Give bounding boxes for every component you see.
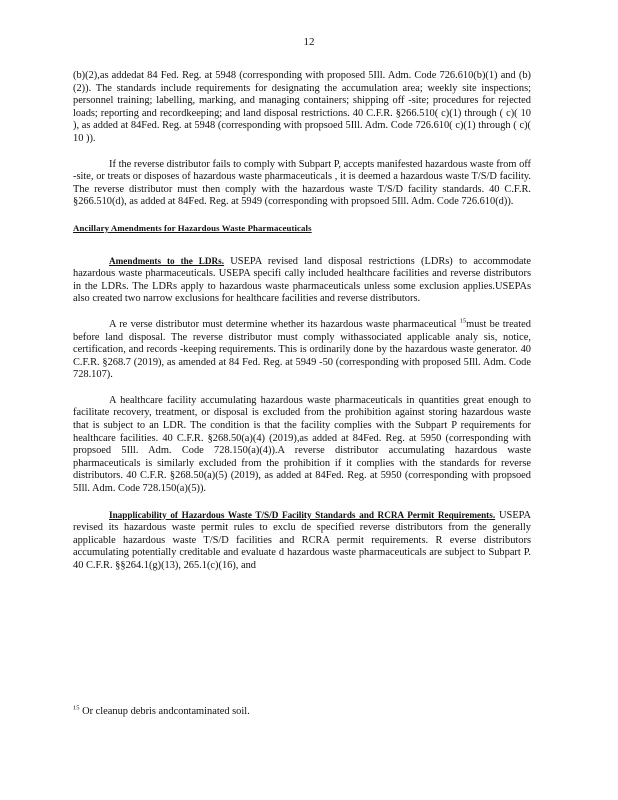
section-heading: Ancillary Amendments for Hazardous Waste Pharmaceuticals [73,222,312,233]
footnote-reference[interactable]: 15 [459,317,467,325]
paragraph-ldr-amendments [73,255,531,306]
paragraph-reverse-distributor [73,319,531,382]
footnote-text: Or cleanup debris andcontaminated soil. [79,706,250,717]
footnote-number: 15 [73,704,80,712]
page-body [73,70,531,586]
paragraph-text: USEPA revised land disposal restrictions (LDRs) to accommodate hazardous waste pharmaceuticals. USEPA specifi cally included healthcare facilities and reverse distributors in the LDRs. The LDRs apply to hazardous waste pharmaceuticals unless some exclusion applies.USEPAs also created two narrow exclusions for healthcare facilities and reverse distributors. [73,255,532,305]
paragraph-text: A re verse distributor must determine whether its hazardous waste pharmaceutical [109,318,460,330]
paragraph-permit-inapplicability [73,509,531,573]
paragraph-heading-permit: Inapplicability of Hazardous Waste T/S/D Facility Standards and RCRA Permit Requirements. [109,509,496,520]
paragraph-text: USEPA revised its hazardous waste permit rules to exclu de specified reverse distributors from the generally applicable hazardous waste T/S/D facilities and RCRA permit requirements. R everse distributors accumulating potentially creditable and evaluate d hazardous waste pharmaceuticals are subject to Subpart P. 40 C.F.R. §§264.1(g)(13), 265.1(c)(16), and [73,509,532,571]
paragraph-noncompliance: If the reverse distributor fails to comply with Subpart P, accepts manifested hazardous waste from off -site, or treats or disposes of hazardous waste pharmaceuticals , it is deemed a hazardous waste T/S/D facility. The reverse distributor must then comply with the hazardous waste T/S/D facility standards. 40 C.F.R. §266.510(d), as added at 84Fed. Reg. at 5949 (corresponding with propsoed 5Ill. Adm. Code 726.610(d)). [73,158,531,208]
footnote [73,706,531,718]
paragraph-standards: (b)(2),as addedat 84 Fed. Reg. at 5948 (corresponding with proposed 5Ill. Adm. Code 726.610(b)(1) and (b)(2)). The standards include requirements for designating the accumulation area; weekly site inspections; personnel training; labelling, marking, and managing containers; shipping off -site; procedures for rejected loads; reporting and recordkeeping; and land disposal restrictions. 40 C.F.R. §266.510( c)(1) through ( c)( 10 ), as added at 84Fed. Reg. at 5948 (corresponding with propsoed 5Ill. Adm. Code 726.610( c)(1) through ( c)( 10 )). [73,70,531,144]
paragraph-heading-ldr: Amendments to the LDRs. [109,255,225,266]
page-number: 12 [303,36,315,48]
paragraph-text: must be treated before land disposal. The reverse distributor must comply withassociated applicable analy sis, notice, certification, and records -keeping requirements. This is ordinarily done by the hazardous waste generator. 40 C.F.R. §268.7 (2019), as amended at 84 Fed. Reg. at 5949 -50 (corresponding with proposed 5Ill. Adm. Code 728.107). [73,318,531,381]
paragraph-healthcare-facility: A healthcare facility accumulating hazardous waste pharmaceuticals in quantities great enough to facilitate recovery, treatment, or disposal is excluded from the prohibition against storing hazardous waste that is subject to an LDR. The condition is that the facility complies with the Subpart P requirements for healthcare facilities. 40 C.F.R. §268.50(a)(4) (2019),as added at 84Fed. Reg. at 5950 (corresponding with propsoed 5Ill. Adm. Code 728.150(a)(4)).A reverse distributor accumulating hazardous waste pharmaceuticals is similarly excluded from the prohibition if it complies with the standards for reverse distributors. 40 C.F.R. §268.50(a)(5) (2019), as added at 84Fed. Reg. at 5950 (corresponding with propsoed 5Ill. Adm. Code 728.150(a)(5)). [73,394,531,495]
